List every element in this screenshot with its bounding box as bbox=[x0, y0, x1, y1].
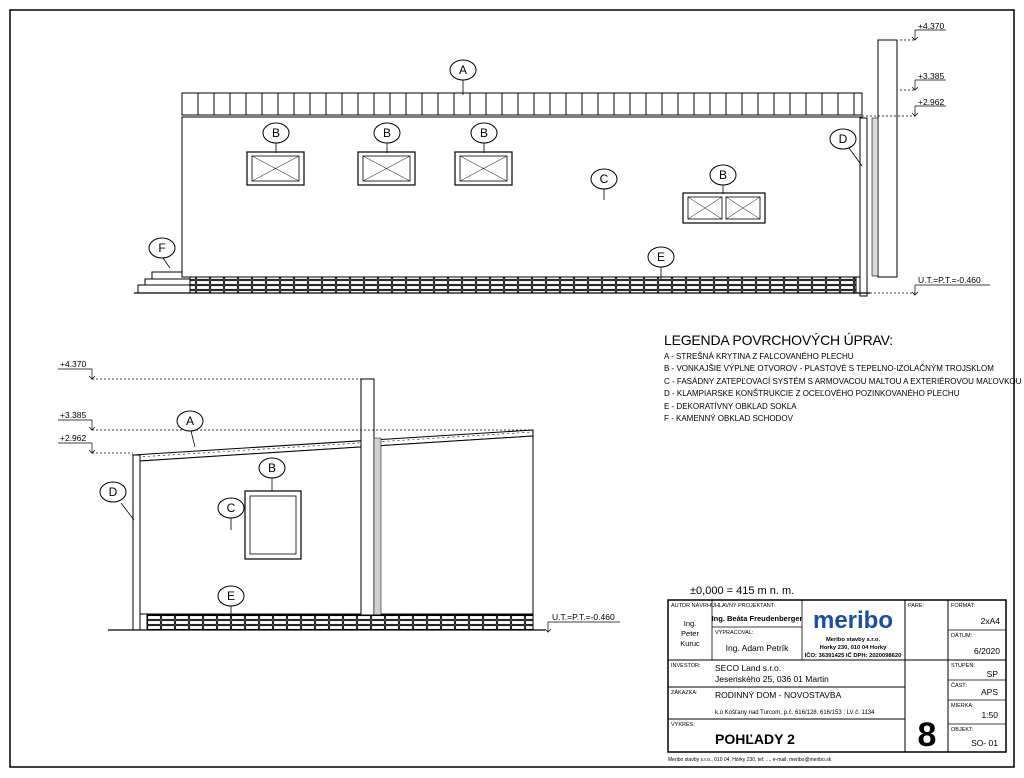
legend-item: C - FASÁDNY ZATEPĽOVACÍ SYSTÉM S ARMOVACOU MALTOU A EXTERIÉROVOU MAĽOVKOU bbox=[664, 376, 1022, 386]
zakazka-line: RODINNÝ DOM - NOVOSTAVBA bbox=[715, 690, 842, 700]
plinth-cladding bbox=[190, 277, 856, 293]
tag-label: A bbox=[185, 414, 195, 428]
datum-value: 6/2020 bbox=[974, 646, 1000, 656]
level-label: +2.962 bbox=[918, 97, 945, 107]
company-logo: meribo bbox=[812, 607, 894, 634]
plinth-cladding bbox=[147, 615, 533, 630]
chimney bbox=[878, 40, 897, 277]
tag-label: B bbox=[382, 126, 392, 140]
tag-label: C bbox=[226, 501, 236, 515]
company-line: IČO: 36391425 IČ DPH: 2020098620 bbox=[804, 653, 902, 659]
legend-item: F - KAMENNÝ OBKLAD SCHODOV bbox=[664, 414, 793, 424]
zakazka-line: k.ú Košťany nad Turcom, p.č. 616/128, 616/153 ; LV č. 1134 bbox=[715, 710, 875, 716]
autor-label: AUTOR NÁVRHU: bbox=[671, 603, 717, 609]
legend bbox=[664, 332, 1022, 425]
cast-value: APS bbox=[980, 687, 998, 697]
objekt-label: OBJEKT: bbox=[951, 727, 974, 733]
legend-item: E - DEKORATÍVNY OBKLAD SOKLA bbox=[664, 401, 797, 411]
investor-line: SECO Land s.r.o. bbox=[715, 663, 782, 673]
format-value: 2xA4 bbox=[980, 616, 1000, 626]
autor-name: Ing. bbox=[683, 619, 697, 628]
legend-title: LEGENDA POVRCHOVÝCH ÚPRAV: bbox=[664, 332, 893, 348]
format-label: FORMÁT: bbox=[951, 603, 976, 609]
footer-note: Meribo stavby s.r.o., 010 04, Hórky 230, tel: ..., e-mail: meribo@meribo.sk bbox=[668, 757, 832, 763]
tag-label: A bbox=[458, 63, 468, 77]
lower-facade-wall bbox=[140, 436, 533, 614]
autor-name: Peter bbox=[681, 629, 699, 638]
level-label: +4.370 bbox=[918, 21, 945, 31]
pare-label: PARE: bbox=[908, 603, 925, 609]
hlavny-label: HLAVNÝ PROJEKTANT: bbox=[715, 603, 776, 609]
zakazka-label: ZÁKAZKA: bbox=[671, 690, 698, 696]
level-label: U.T.=P.T.=-0.460 bbox=[918, 275, 981, 285]
tag-label: B bbox=[271, 126, 281, 140]
drawing-title: POHĽADY 2 bbox=[715, 731, 795, 747]
mierka-label: MIERKA: bbox=[951, 703, 974, 709]
tag-label: C bbox=[599, 172, 609, 186]
sheet-number: 8 bbox=[917, 716, 937, 754]
vypracoval-label: VYPRACOVAL: bbox=[715, 630, 754, 636]
level-label: +2.962 bbox=[60, 433, 87, 443]
mierka-value: 1:50 bbox=[981, 710, 998, 720]
tag-label: E bbox=[226, 589, 236, 603]
investor-label: INVESTOR: bbox=[671, 663, 701, 669]
investor-line: Jesenského 25, 036 01 Martin bbox=[715, 674, 829, 684]
roof-standing-seams bbox=[182, 93, 862, 115]
chimney bbox=[361, 379, 374, 615]
vykres-label: VÝKRES: bbox=[671, 722, 695, 728]
level-label: +3.385 bbox=[60, 410, 87, 420]
legend-item: D - KLAMPIARSKE KONŠTRUKCIE Z OCEĽOVÉHO POZINKOVANÉHO PLECHU bbox=[664, 389, 960, 399]
tag-label: D bbox=[108, 485, 118, 499]
company-line: Horky 230, 010 04 Horky bbox=[819, 645, 887, 651]
vypracoval-name: Ing. Adam Petrík bbox=[725, 643, 789, 653]
tag-label: D bbox=[838, 132, 848, 146]
lower-elevation bbox=[58, 359, 620, 632]
level-label: +3.385 bbox=[918, 71, 945, 81]
stupen-value: SP bbox=[986, 669, 998, 679]
cast-label: ČASŤ: bbox=[951, 683, 968, 689]
hlavny-name: Ing. Beáta Freudenberger bbox=[711, 614, 803, 623]
legend-item: B - VONKAJŠIE VÝPLNE OTVOROV - PLASTOVÉ S TEPELNO-IZOLAČNÝM TROJSKLOM bbox=[664, 364, 994, 374]
stupen-label: STUPEŇ: bbox=[951, 663, 975, 669]
height-reference: ±0,000 = 415 m n. m. bbox=[690, 585, 795, 597]
tag-label: B bbox=[718, 168, 728, 182]
legend-item: A - STREŠNÁ KRYTINA Z FALCOVANÉHO PLECHU bbox=[664, 352, 854, 361]
company-line: Meribo stavby s.r.o. bbox=[825, 637, 881, 643]
tag-label: B bbox=[267, 461, 277, 475]
autor-name: Kuruc bbox=[680, 639, 700, 648]
tag-label: F bbox=[158, 241, 166, 255]
tag-label: B bbox=[479, 126, 489, 140]
level-label: +4.370 bbox=[60, 359, 87, 369]
tag-label: E bbox=[656, 250, 666, 264]
upper-elevation bbox=[134, 21, 990, 296]
objekt-value: SO- 01 bbox=[971, 738, 998, 748]
level-label: U.T.=P.T.=-0.460 bbox=[552, 612, 615, 622]
datum-label: DÁTUM: bbox=[951, 633, 973, 639]
